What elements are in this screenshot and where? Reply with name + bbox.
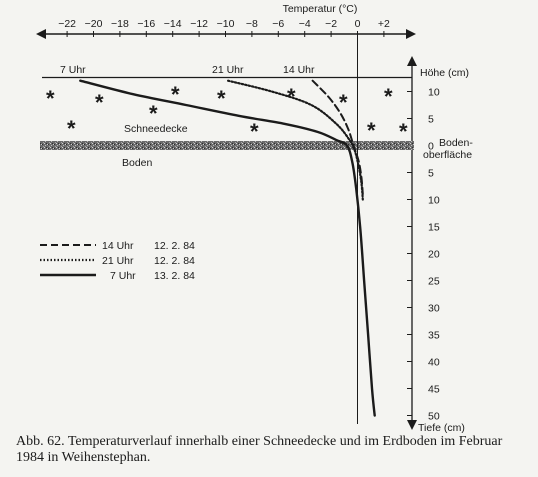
snowflake-icon: * bbox=[171, 82, 180, 107]
legend-name-7-uhr: 7 Uhr bbox=[110, 270, 136, 282]
y-tick-label: 0 bbox=[428, 140, 434, 153]
snowflake-icon: * bbox=[339, 90, 348, 115]
curve-label-7-uhr: 7 Uhr bbox=[60, 64, 86, 76]
y-tick-label: 25 bbox=[428, 275, 440, 288]
legend-name-21-uhr: 21 Uhr bbox=[102, 255, 134, 267]
surface-label-line2: oberfläche bbox=[423, 149, 473, 161]
y-tick-label: 45 bbox=[428, 383, 440, 396]
x-tick-label: −12 bbox=[190, 18, 209, 30]
y-tick-label: 40 bbox=[428, 356, 440, 369]
curve-label-21-uhr: 21 Uhr bbox=[212, 64, 244, 76]
snowflake-icon: * bbox=[367, 118, 376, 143]
x-tick-label: −22 bbox=[58, 18, 77, 30]
soil-label: Boden bbox=[122, 157, 153, 169]
x-tick-label: −8 bbox=[245, 18, 258, 30]
snowflake-icon: * bbox=[67, 116, 76, 141]
legend-name-14-uhr: 14 Uhr bbox=[102, 240, 134, 252]
snowflake-icon: * bbox=[149, 101, 158, 126]
y-tick-label: 10 bbox=[428, 86, 440, 99]
right-axis-up-arrow bbox=[407, 56, 417, 66]
figure-caption: Abb. 62. Temperaturverlauf innerhalb einer Schneedecke und im Erdboden im Februar 1984 in Weihenstephan. bbox=[16, 434, 503, 465]
snowflake-icon: * bbox=[250, 119, 259, 144]
top-axis-left-arrow bbox=[36, 29, 46, 39]
snowflake-icon: * bbox=[95, 90, 104, 115]
snow-label: Schneedecke bbox=[124, 123, 188, 135]
x-tick-label: −10 bbox=[216, 18, 235, 30]
surface-label-line1: Boden- bbox=[439, 137, 473, 149]
legend-date-21-uhr: 12. 2. 84 bbox=[154, 255, 195, 267]
snowflake-icon: * bbox=[384, 84, 393, 109]
right-axis-bottom-label: Tiefe (cm) bbox=[418, 422, 465, 434]
snowflake-icon: * bbox=[287, 84, 296, 109]
curve-label-14-uhr: 14 Uhr bbox=[283, 64, 315, 76]
legend bbox=[40, 240, 195, 282]
y-tick-label: 10 bbox=[428, 194, 440, 207]
x-tick-label: −4 bbox=[298, 18, 311, 30]
y-tick-label: 30 bbox=[428, 302, 440, 315]
y-tick-label: 5 bbox=[428, 113, 434, 126]
x-tick-label: −14 bbox=[163, 18, 182, 30]
right-axis-down-arrow bbox=[407, 420, 417, 430]
x-tick-label: −2 bbox=[325, 18, 338, 30]
y-tick-label: 15 bbox=[428, 221, 440, 234]
x-tick-label: +2 bbox=[377, 18, 390, 30]
right-axis-top-label: Höhe (cm) bbox=[420, 67, 470, 79]
snowflake-icon: * bbox=[217, 86, 226, 111]
top-axis-label: Temperatur (°C) bbox=[282, 3, 358, 15]
legend-date-14-uhr: 12. 2. 84 bbox=[154, 240, 195, 252]
x-tick-label: 0 bbox=[354, 18, 361, 30]
x-tick-label: −6 bbox=[272, 18, 285, 30]
y-tick-label: 35 bbox=[428, 329, 440, 342]
snowflake-icon: * bbox=[46, 86, 55, 111]
y-tick-label: 5 bbox=[428, 167, 434, 180]
snowflake-icon: * bbox=[399, 119, 408, 144]
y-tick-label: 50 bbox=[428, 410, 440, 423]
top-axis-right-arrow bbox=[406, 29, 416, 39]
legend-date-7-uhr: 13. 2. 84 bbox=[154, 270, 195, 282]
x-tick-label: −18 bbox=[110, 18, 129, 30]
x-tick-label: −20 bbox=[84, 18, 103, 30]
y-tick-label: 20 bbox=[428, 248, 440, 261]
x-tick-label: −16 bbox=[137, 18, 156, 30]
